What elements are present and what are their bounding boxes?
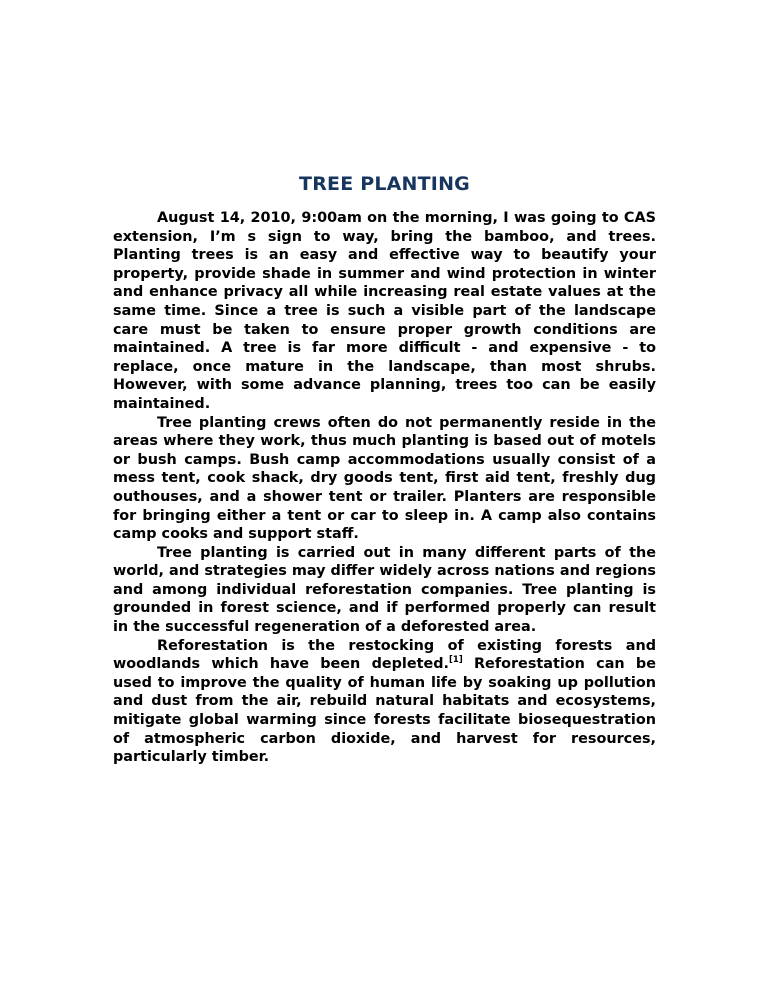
reforestation-text-after: Reforestation can be used to improve the quality of human life by soaking up pollution and dust from the air, rebuild natural habitats and ecosystems, mitigate global warming since forests facilitate biosequestration of atmospheric carbon dioxide, and harvest for resources, particularly timber. [113,656,656,766]
reforestation-text-before: Reforestation is the restocking of existing forests and woodlands which have been depleted. [113,637,656,673]
paragraph-planting-crews: Tree planting crews often do not permanently reside in the areas where they work, thus much planting is based out of motels or bush camps. Bush camp accommodations usually consist of a mess tent, cook shack, dry goods tent, first aid tent, freshly dug outhouses, and a shower tent or trailer. Planters are responsible for bringing either a tent or car to sleep in. A camp also contains camp cooks and support staff. [113,414,656,543]
page-title: TREE PLANTING [299,173,470,195]
paragraph-tree-planting-intro: August 14, 2010, 9:00am on the morning, I was going to CAS extension, I’m s sign to way, bring the bamboo, and trees. Planting trees is an easy and effective way to beautify your property, provide shade in summer and wind protection in winter and enhance privacy all while increasing real estate values at the same time. Since a tree is such a visible part of the landscape care must be taken to ensure proper growth conditions are maintained. A tree is far more difficult - and expensive - to replace, once mature in the landscape, than most shrubs. However, with some advance planning, trees too can be easily maintained. [113,210,656,412]
paragraph-tree-planting-world: Tree planting is carried out in many different parts of the world, and strategies may differ widely across nations and regions and among individual reforestation companies. Tree planting is grounded in forest science, and if performed properly can result in the successful regeneration of a deforested area. [113,544,656,636]
footnote-reference-1[interactable]: [1] [449,655,463,666]
document-page [113,172,656,767]
paragraph-reforestation [113,637,656,767]
